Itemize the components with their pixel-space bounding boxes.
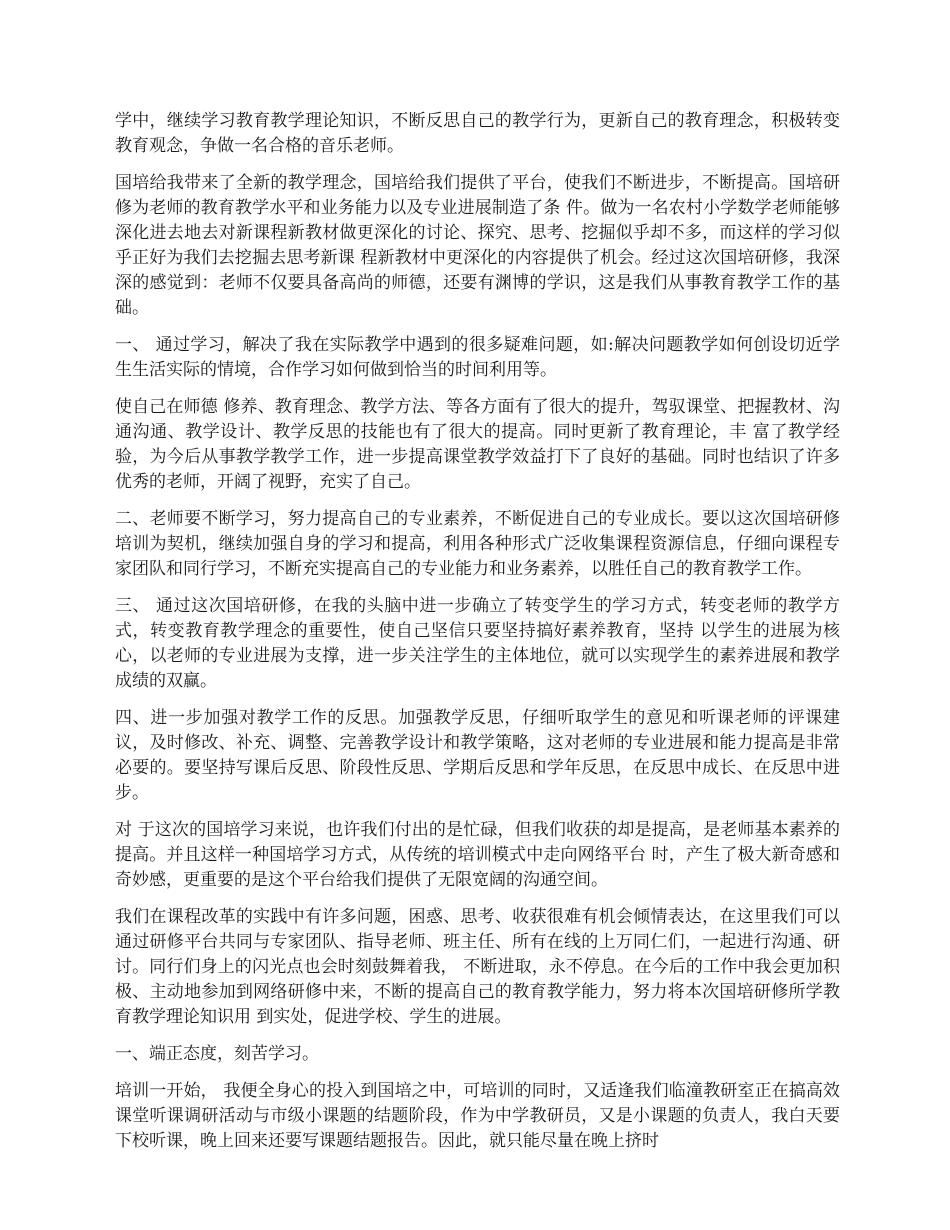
paragraph-7: 四、进一步加强对教学工作的反思。加强教学反思，仔细听取学生的意见和听课老师的评课建议，及时修改、补充、调整、完善教学设计和教学策略，这对老师的专业进展和能力提高是非常必要的。要坚持写课后反思、阶段性反思、学期后反思和学年反思，在反思中成长、在反思中进步。 <box>115 708 840 803</box>
paragraph-3: 一、 通过学习，解决了我在实际教学中遇到的很多疑难问题，如:解决问题教学如何创设切近学生生活实际的情境，合作学习如何做到恰当的时间利用等。 <box>115 335 840 380</box>
paragraph-8: 对 于这次的国培学习来说，也许我们付出的是忙碌，但我们收获的却是提高，是老师基本素养的提高。并且这样一种国培学习方式，从传统的培训模式中走向网络平台 时，产生了极大新奇感和奇妙感，更重要的是这个平台给我们提供了无限宽阔的沟通空间。 <box>115 820 840 890</box>
paragraph-1: 学中，继续学习教育教学理论知识，不断反思自己的教学行为，更新自己的教育理念，积极转变教育观念，争做一名合格的音乐老师。 <box>115 111 840 156</box>
paragraph-2: 国培给我带来了全新的教学理念，国培给我们提供了平台，使我们不断进步，不断提高。国培研修为老师的教育教学水平和业务能力以及专业进展制造了条 件。做为一名农村小学数学老师能够深化进去地去对新课程新教材做更深化的讨论、探究、思考、挖掘似乎却不多，而这样的学习似乎正好为我们去挖掘去思考新课 程新教材中更深化的内容提供了机会。经过这次国培研修，我深深的感觉到：老师不仅要具备高尚的师德，还要有渊博的学识，这是我们从事教育教学工作的基础。 <box>115 173 840 318</box>
paragraph-6: 三、 通过这次国培研修，在我的头脑中进一步确立了转变学生的学习方式，转变老师的教学方式，转变教育教学理念的重要性，使自己坚信只要坚持搞好素养教育，坚持 以学生的进展为核心，以老师的专业进展为支撑，进一步关注学生的主体地位，就可以实现学生的素养进展和教学成绩的双赢。 <box>115 596 840 691</box>
paragraph-4: 使自己在师德 修养、教育理念、教学方法、等各方面有了很大的提升，驾驭课堂、把握教材、沟通沟通、教学设计、教学反思的技能也有了很大的提高。同时更新了教育理论，丰 富了教学经验，为今后从事教学教学工作，进一步提高课堂教学效益打下了良好的基础。同时也结识了许多优秀的老师，开阔了视野，充实了自己。 <box>115 397 840 492</box>
paragraph-5: 二、老师要不断学习，努力提高自己的专业素养，不断促进自己的专业成长。要以这次国培研修培训为契机，继续加强自身的学习和提高，利用各种形式广泛收集课程资源信息，仔细向课程专家团队和同行学习，不断充实提高自己的专业能力和业务素养，以胜任自己的教育教学工作。 <box>115 509 840 579</box>
paragraph-10: 培训一开始， 我便全身心的投入到国培之中，可培训的同时，又适逢我们临潼教研室正在搞高效课堂听课调研活动与市级小课题的结题阶段，作为中学教研员，又是小课题的负责人，我白天要下校听课，晚上回来还要写课题结题报告。因此，就只能尽量在晚上挤时 <box>115 1081 840 1151</box>
paragraph-9: 我们在课程改革的实践中有许多问题，困惑、思考、收获很难有机会倾情表达，在这里我们可以通过研修平台共同与专家团队、指导老师、班主任、所有在线的上万同仁们，一起进行沟通、研讨。同行们身上的闪光点也会时刻鼓舞着我， 不断进取，永不停息。在今后的工作中我会更加积极、主动地参加到网络研修中来，不断的提高自己的教育教学能力，努力将本次国培研修所学教育教学理论知识用 到实处，促进学校、学生的进展。 <box>115 907 840 1027</box>
section-heading: 一、端正态度，刻苦学习。 <box>115 1044 319 1064</box>
document-body <box>115 109 840 1166</box>
